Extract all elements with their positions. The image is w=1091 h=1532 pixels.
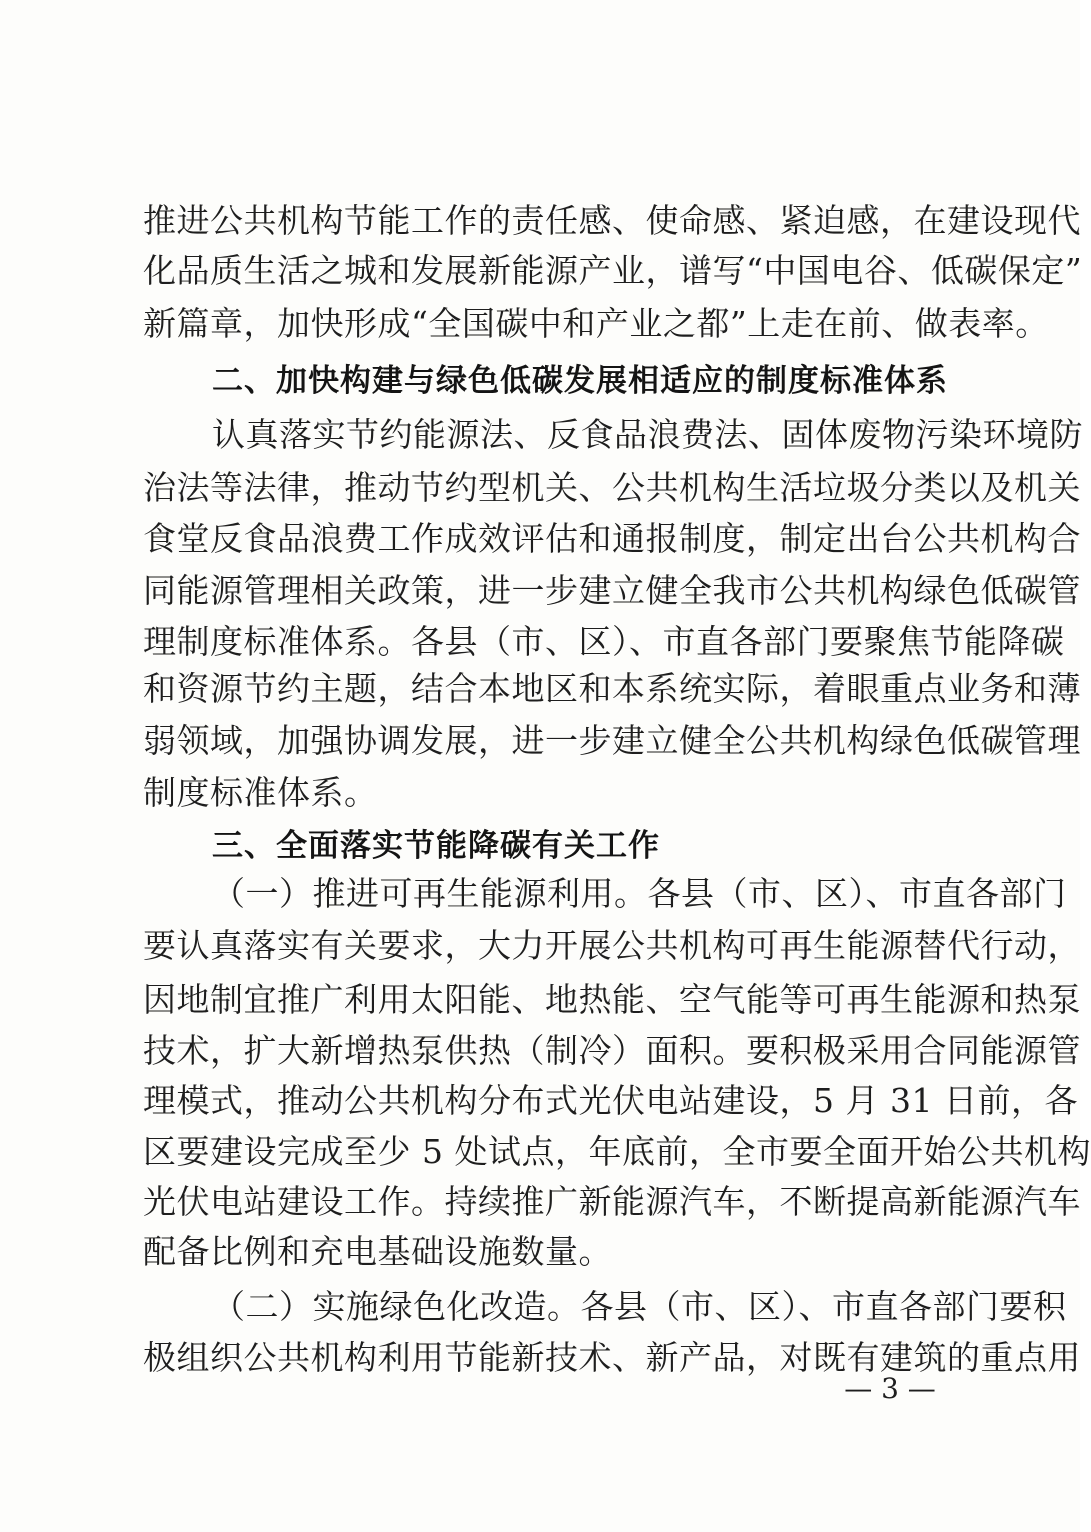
paragraph-line: 要认真落实有关要求，大力开展公共机构可再生能源替代行动， xyxy=(143,926,1081,965)
paragraph-line: 治法等法律，推动节约型机关、公共机构生活垃圾分类以及机关 xyxy=(143,468,1081,507)
paragraph-line: 和资源节约主题，结合本地区和本系统实际，着眼重点业务和薄 xyxy=(143,669,1081,708)
paragraph-line: 化品质生活之城和发展新能源产业，谱写“中国电谷、低碳保定” xyxy=(143,251,1083,290)
paragraph-line: 认真落实节约能源法、反食品浪费法、固体废物污染环境防 xyxy=(212,415,1083,454)
paragraph-line: 光伏电站建设工作。持续推广新能源汽车，不断提高新能源汽车 xyxy=(143,1182,1081,1221)
paragraph-line: （二）实施绿色化改造。各县（市、区）、市直各部门要积 xyxy=(212,1287,1067,1326)
section-heading-2: 二、加快构建与绿色低碳发展相适应的制度标准体系 xyxy=(212,363,948,399)
paragraph-line: 弱领域，加强协调发展，进一步建立健全公共机构绿色低碳管理 xyxy=(143,721,1081,760)
paragraph-line: （一）推进可再生能源利用。各县（市、区）、市直各部门 xyxy=(212,874,1067,913)
paragraph-line: 极组织公共机构利用节能新技术、新产品，对既有建筑的重点用 xyxy=(143,1338,1081,1377)
paragraph-line: 推进公共机构节能工作的责任感、使命感、紧迫感，在建设现代 xyxy=(143,201,1081,240)
paragraph-line: 因地制宜推广利用太阳能、地热能、空气能等可再生能源和热泵 xyxy=(143,980,1081,1019)
section-heading-3: 三、全面落实节能降碳有关工作 xyxy=(212,828,660,864)
paragraph-line: 同能源管理相关政策，进一步建立健全我市公共机构绿色低碳管 xyxy=(143,571,1081,610)
paragraph-line: 理制度标准体系。各县（市、区）、市直各部门要聚焦节能降碳 xyxy=(143,622,1065,661)
paragraph-line: 理模式，推动公共机构分布式光伏电站建设，5 月 31 日前，各 xyxy=(143,1081,1078,1120)
paragraph-line: 食堂反食品浪费工作成效评估和通报制度，制定出台公共机构合 xyxy=(143,519,1081,558)
paragraph-line: 区要建设完成至少 5 处试点，年底前，全市要全面开始公共机构 xyxy=(143,1132,1091,1171)
paragraph-line: 配备比例和充电基础设施数量。 xyxy=(143,1232,612,1271)
paragraph-line: 技术，扩大新增热泵供热（制冷）面积。要积极采用合同能源管 xyxy=(143,1031,1081,1070)
paragraph-line: 制度标准体系。 xyxy=(143,773,378,812)
paragraph-line: 新篇章，加快形成“全国碳中和产业之都”上走在前、做表率。 xyxy=(143,304,1049,343)
page-number: — 3 — xyxy=(844,1372,936,1405)
